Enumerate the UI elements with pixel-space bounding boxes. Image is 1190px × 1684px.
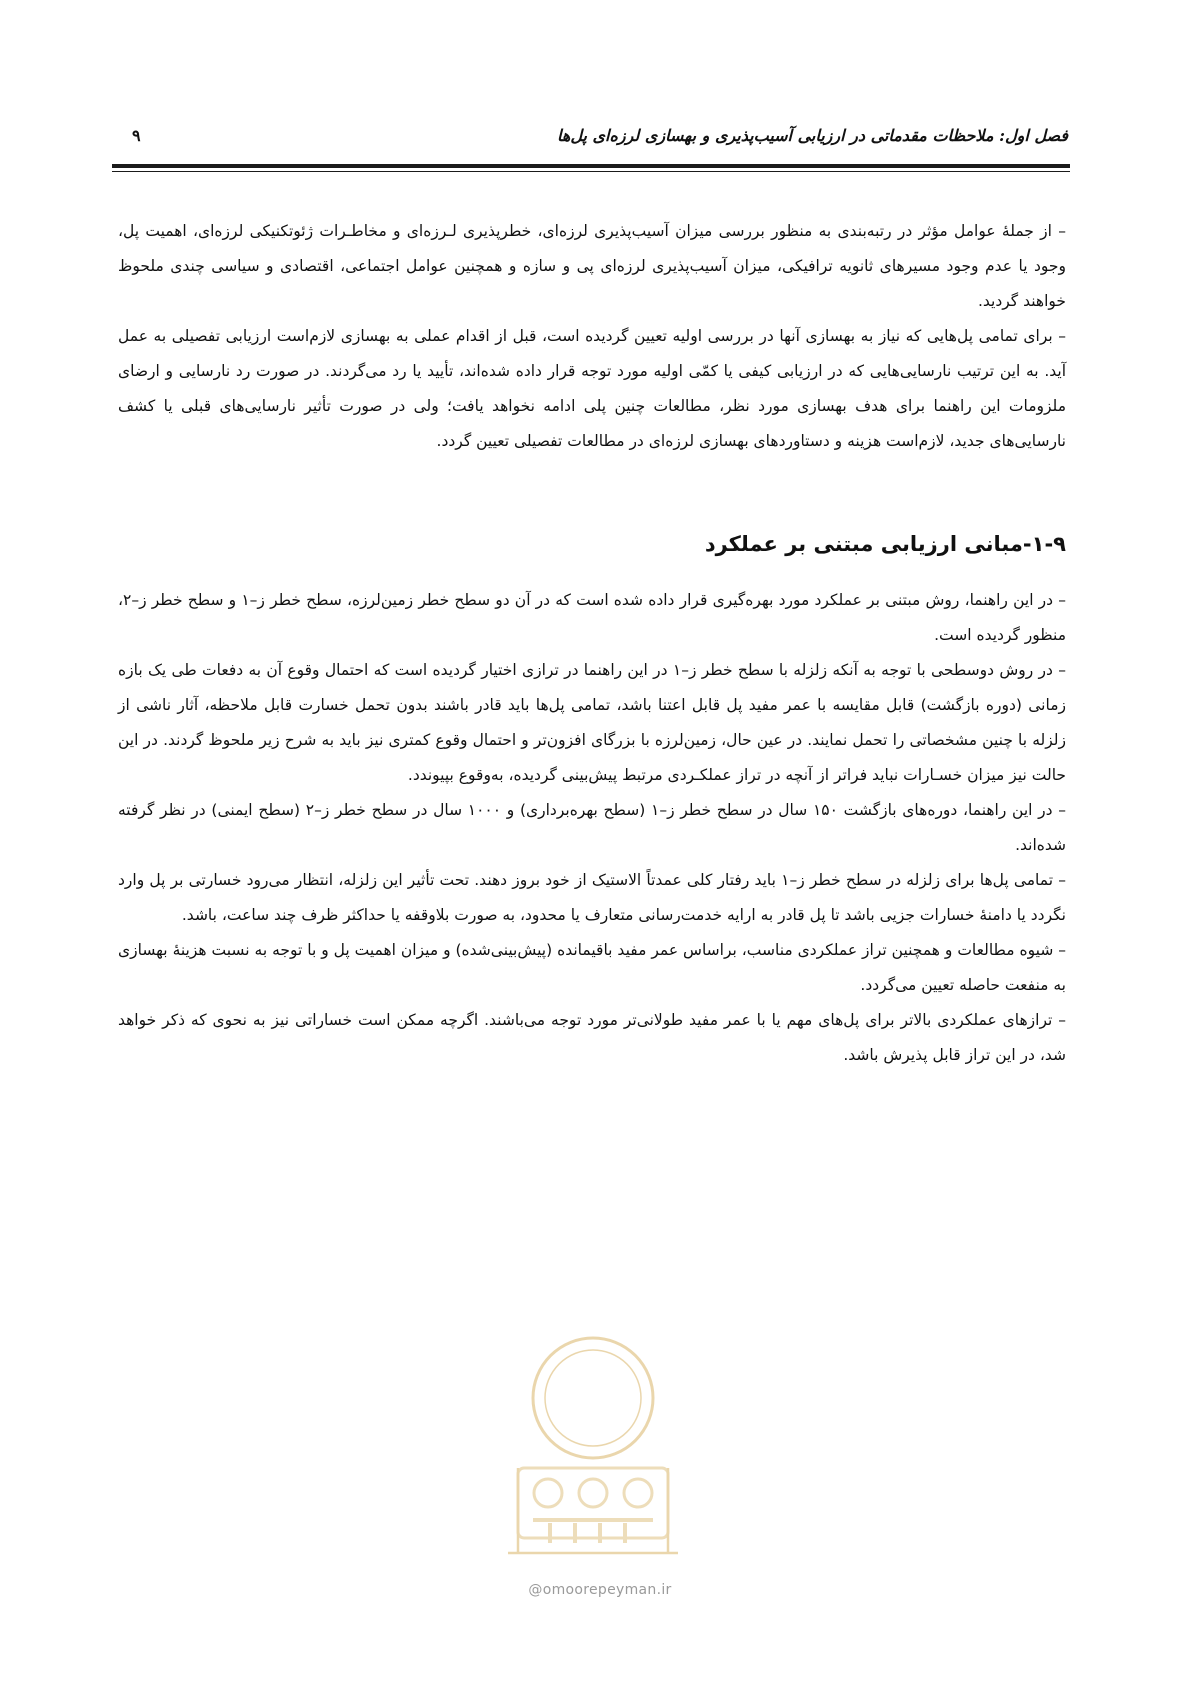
page-number: ۹: [132, 126, 141, 145]
watermark-logo: [478, 1318, 708, 1608]
body-paragraph: – در این راهنما، دوره‌های بازگشت ۱۵۰ سال در سطح خطر ز–۱ (سطح بهره‌برداری) و ۱۰۰۰ سال در سطح خطر ز–۲ (سطح ایمنی) در نظر گرفته شده‌اند.: [118, 801, 1066, 854]
body-paragraph: – شیوه مطالعات و همچنین تراز عملکردی مناسب، براساس عمر مفید باقیمانده (پیش‌بینی‌شده) و میزان اهمیت پل و با توجه به نسبت هزینهٔ بهسازی به منفعت حاصله تعیین می‌گردد.: [118, 941, 1066, 994]
body-paragraph: – در روش دوسطحی با توجه به آنکه زلزله با سطح خطر ز–۱ در این راهنما در ترازی اختیار گردیده است که احتمال وقوع آن به دفعات طی یک بازه زمانی (دوره بازگشت) قابل مقایسه با عمر مفید پل قابل اعتنا باشد، تمامی پل‌ها باید قادر باشند بدون تحمل خسارت قابل ملاحظه، آثار ناشی از زلزله با چنین مشخصاتی را تحمل نمایند. در عین حال، زمین‌لرزه با بزرگای افزون‌تر و احتمال وقوع کمتری نیز باید به شرح زیر ملحوظ گردند. در این حالت نیز میزان خسـارات نباید فراتر از آنچه در تراز عملکـردی مرتبط پیش‌بینی گردیده، به‌وقوع بپیوندد.: [118, 661, 1066, 784]
watermark-logo-icon: [478, 1318, 708, 1578]
body-paragraph: – ترازهای عملکردی بالاتر برای پل‌های مهم یا با عمر مفید طولانی‌تر مورد توجه می‌باشند. اگرچه ممکن است خساراتی نیز به نحوی که ذکر خواهد شد، در این تراز قابل پذیرش باشد.: [118, 1011, 1066, 1064]
running-header: [122, 126, 1068, 160]
page-body: [118, 214, 1066, 1073]
body-paragraph: – برای تمامی پل‌هایی که نیاز به بهسازی آنها در بررسی اولیه تعیین گردیده است، قبل از اقدام عملی به بهسازی لازم‌است ارزیابی تفصیلی به عمل آید. به این ترتیب نارسایی‌هایی که در ارزیابی کیفی یا کمّی اولیه مورد توجه قرار داده شده‌اند، تأیید یا رد می‌گردند. در صورت رد نارسایی و ارضای ملزومات این راهنما برای هدف بهسازی مورد نظر، مطالعات چنین پلی ادامه نخواهد یافت؛ ولی در صورت تأثیر نارسایی‌های قبلی یا کشف نارسایی‌های جدید، لازم‌است هزینه و دستاوردهای بهسازی لرزه‌ای در مطالعات تفصیلی تعیین گردد.: [118, 327, 1066, 450]
body-paragraph: – در این راهنما، روش مبتنی بر عملکرد مورد بهره‌گیری قرار داده شده است که در آن دو سطح خطر زمین‌لرزه، سطح خطر ز–۱ و سطح خطر ز–۲، منظور گردیده است.: [118, 591, 1066, 644]
chapter-title: فصل اول: ملاحظات مقدماتی در ارزیابی آسیب‌پذیری و بهسازی لرزه‌ای پل‌ها: [557, 126, 1068, 145]
header-rule-thin: [112, 171, 1070, 172]
section-heading: ۱-۹-مبانی ارزیابی مبتنی بر عملکرد: [704, 532, 1066, 556]
body-paragraph: – تمامی پل‌ها برای زلزله در سطح خطر ز–۱ باید رفتار کلی عمدتاً الاستیک از خود بروز دهند. تحت تأثیر این زلزله، انتظار می‌رود خسارتی بر پل وارد نگردد یا دامنهٔ خسارات جزیی باشد تا پل قادر به ارایه خدمت‌رسانی متعارف یا محدود، به صورت بلاوقفه یا حداکثر ظرف چند ساعت، باشد.: [118, 871, 1066, 924]
watermark-url: @omoorepeyman.ir: [528, 1582, 672, 1598]
header-rule: [112, 164, 1070, 168]
body-paragraph: – از جملهٔ عوامل مؤثر در رتبه‌بندی به منظور بررسی میزان آسیب‌پذیری لرزه‌ای، خطرپذیری لـرزه‌ای و مخاطـرات ژئوتکنیکی لرزه‌ای، اهمیت پل، وجود یا عدم وجود مسیرهای ثانویه ترافیکی، میزان آسیب‌پذیری لرزه‌ای پی و سازه و همچنین عوامل اجتماعی، اقتصادی و سیاسی چندی ملحوظ خواهند گردید.: [118, 222, 1066, 310]
